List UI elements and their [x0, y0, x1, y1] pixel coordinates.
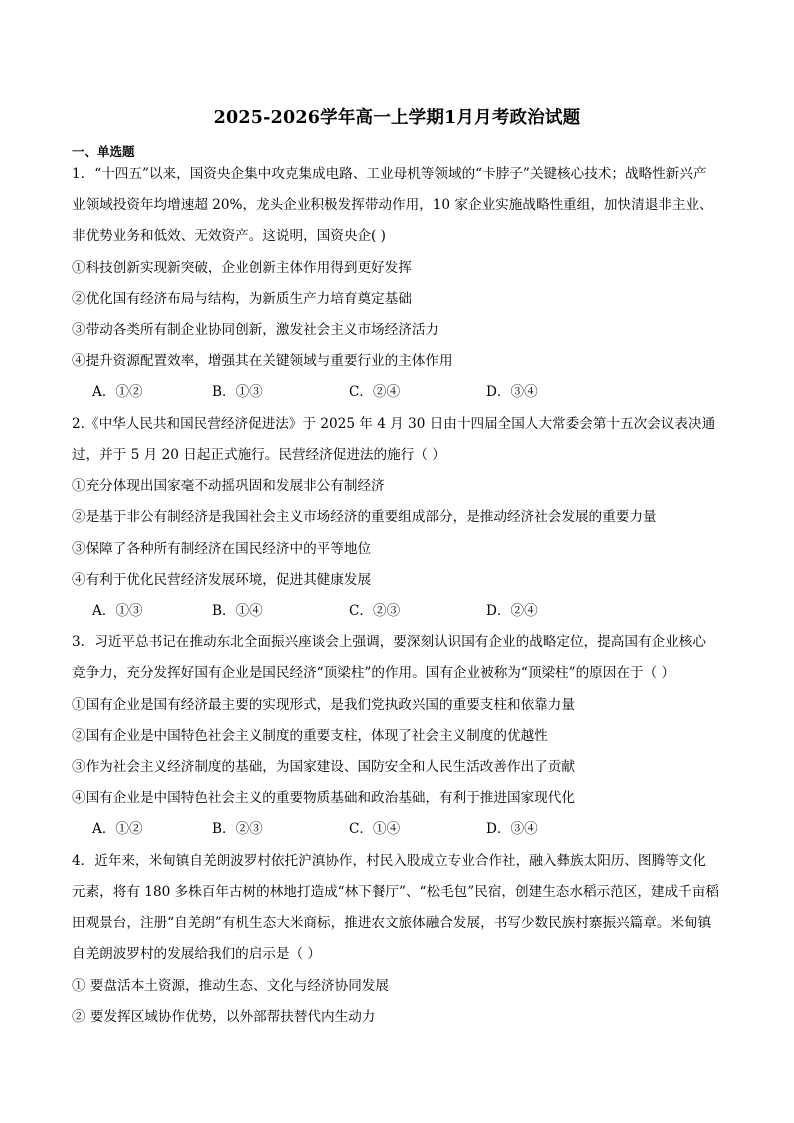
q2-stem-line-2: 过，并于 5 月 20 日起正式施行。民营经济促进法的施行（ ） — [72, 447, 446, 463]
q2-item-3: ③保障了各种所有制经济在国民经济中的平等地位 — [72, 541, 372, 557]
q1-option-b[interactable]: B．①③ — [212, 384, 263, 400]
q2-option-c[interactable]: C．②③ — [349, 603, 401, 619]
q1-stem-line-2: 业领域投资年均增速超 20%，龙头企业积极发挥带动作用，10 家企业实施战略性重组，加快清退非主业、 — [72, 197, 713, 213]
q4-stem-line-4: 自羌朗波罗村的发展给我们的启示是（ ） — [72, 946, 322, 962]
q3-stem-line-2: 竞争力，充分发挥好国有企业是国民经济“顶梁柱”的作用。国有企业被称为“顶梁柱”的原因在于（ ） — [72, 665, 676, 681]
q3-option-c[interactable]: C．①④ — [349, 821, 401, 837]
q1-item-2: ②优化国有经济布局与结构，为新质生产力培育奠定基础 — [72, 291, 412, 307]
q3-item-1: ①国有企业是国有经济最主要的实现形式，是我们党执政兴国的重要支柱和依靠力量 — [72, 697, 575, 713]
q2-option-d[interactable]: D．②④ — [486, 603, 538, 619]
q1-option-d[interactable]: D．③④ — [486, 384, 538, 400]
q2-item-1: ①充分体现出国家毫不动摇巩固和发展非公有制经济 — [72, 478, 385, 494]
q3-option-d[interactable]: D．③④ — [486, 821, 538, 837]
q4-item-1: ① 要盘活本土资源，推动生态、文化与经济协同发展 — [72, 978, 389, 994]
q4-stem-line-3: 田观景台，注册“自羌朗”有机生态大米商标，推进农文旅体融合发展，书写少数民族村寨振兴篇章。米甸镇 — [72, 915, 712, 931]
q1-item-4: ④提升资源配置效率，增强其在关键领域与重要行业的主体作用 — [72, 353, 453, 369]
q1-stem-line-3: 非优势业务和低效、无效资产。这说明，国资央企( ) — [72, 228, 386, 244]
q3-stem-line-1: 3．习近平总书记在推动东北全面振兴座谈会上强调，要深刻认识国有企业的战略定位，提高国有企业核心 — [72, 634, 706, 650]
q4-item-2: ② 要发挥区域协作优势，以外部帮扶替代内生动力 — [72, 1009, 376, 1025]
q1-stem-line-1: 1．“十四五”以来，国资央企集中攻克集成电路、工业母机等领域的“卡脖子”关键核心技术；战略性新兴产 — [72, 166, 707, 182]
q1-option-a[interactable]: A．①② — [92, 384, 143, 400]
q2-option-b[interactable]: B．①④ — [212, 603, 263, 619]
q3-item-3: ③作为社会主义经济制度的基础，为国家建设、国防安全和人民生活改善作出了贡献 — [72, 759, 575, 775]
q3-option-a[interactable]: A．①② — [92, 821, 143, 837]
q2-option-a[interactable]: A．①③ — [92, 603, 143, 619]
q1-item-3: ③带动各类所有制企业协同创新，激发社会主义市场经济活力 — [72, 322, 440, 338]
q3-option-b[interactable]: B．②③ — [212, 821, 263, 837]
q4-stem-line-2: 元素，将有 180 多株百年古树的林地打造成“林下餐厅”、“松毛包”民宿，创建生态水稻示范区，建成千亩稻 — [72, 884, 719, 900]
q2-item-4: ④有利于优化民营经济发展环境，促进其健康发展 — [72, 572, 372, 588]
q2-stem-line-1: 2.《中华人民共和国民营经济促进法》于 2025 年 4 月 30 日由十四届全国人大常委会第十五次会议表决通 — [72, 416, 716, 432]
q2-item-2: ②是基于非公有制经济是我国社会主义市场经济的重要组成部分，是推动经济社会发展的重要力量 — [72, 509, 657, 525]
q4-stem-line-1: 4．近年来，米甸镇自羌朗波罗村依托沪滇协作，村民入股成立专业合作社，融入彝族太阳历、图腾等文化 — [72, 853, 706, 869]
section-heading: 一、单选题 — [72, 144, 135, 159]
q3-item-4: ④国有企业是中国特色社会主义的重要物质基础和政治基础，有利于推进国家现代化 — [72, 790, 575, 806]
q3-item-2: ②国有企业是中国特色社会主义制度的重要支柱，体现了社会主义制度的优越性 — [72, 728, 548, 744]
q1-item-1: ①科技创新实现新突破，企业创新主体作用得到更好发挥 — [72, 260, 412, 276]
q1-option-c[interactable]: C．②④ — [349, 384, 401, 400]
page-title: 2025-2026学年高一上学期1月月考政治试题 — [213, 108, 581, 128]
